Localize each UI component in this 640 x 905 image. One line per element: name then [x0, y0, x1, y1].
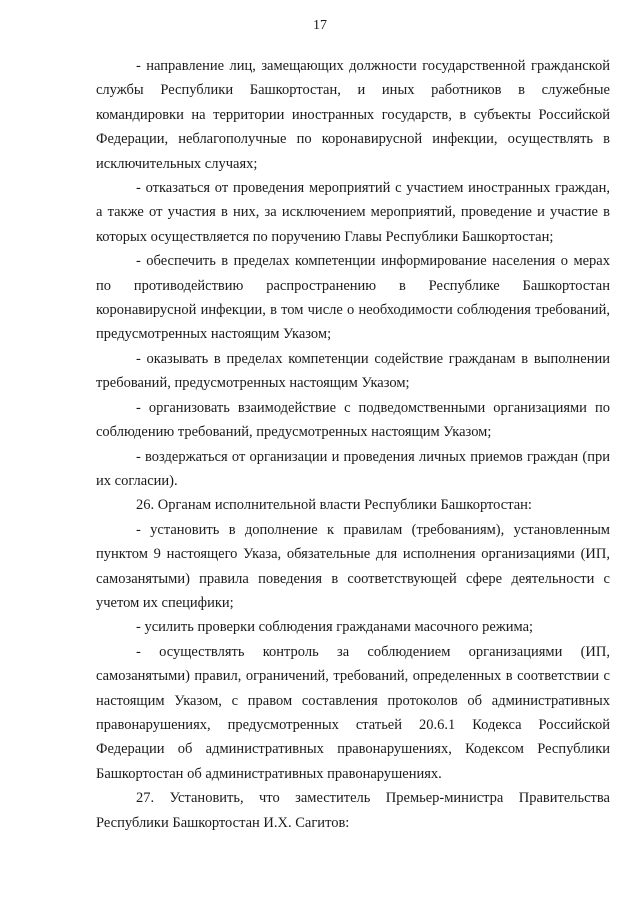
paragraph-inform-population: - обеспечить в пределах компетенции информирование населения о мерах по противодействию распространению в Республике Башкортостан коронавирусной инфекции, в том числе о необходимости соблюдения требований, предусмотренных настоящим Указом; [96, 253, 610, 343]
paragraph-personal-receptions: - воздержаться от организации и проведения личных приемов граждан (при их согласии). [96, 448, 610, 489]
paragraph-business-trips: - направление лиц, замещающих должности государственной гражданской службы Республики Башкортостан, и иных работников в служебные командировки на территории иностранных государств, в субъекты Российской Федерации, неблагополучные по коронавирусной инфекции, осуществлять в исключительных случаях; [96, 58, 610, 172]
paragraph-compliance-control: - осуществлять контроль за соблюдением организациями (ИП, самозанятыми) правил, ограничений, требований, определенных в соответствии с настоящим Указом, с правом составления протоколов об административных правонарушениях, предусмотренных статьей 20.6.1 Кодекса Российской Федерации об административных правонарушениях, Кодексом Республики Башкортостан об административных правонарушениях. [96, 643, 610, 782]
page-number: 17 [313, 18, 327, 33]
paragraph-mask-checks: - усилить проверки соблюдения гражданами масочного режима; [136, 619, 534, 636]
paragraph-section-26-heading: 26. Органам исполнительной власти Республики Башкортостан: [136, 497, 532, 514]
paragraph-assist-citizens: - оказывать в пределах компетенции содействие гражданам в выполнении требований, предусмотренных настоящим Указом; [96, 350, 610, 392]
paragraph-organize-interaction: - организовать взаимодействие с подведомственными организациями по соблюдению требований, предусмотренных настоящим Указом; [96, 399, 610, 441]
paragraph-section-27-heading: 27. Установить, что заместитель Премьер-министра Правительства Республики Башкортостан И.Х. Сагитов: [96, 790, 610, 831]
paragraph-behavior-rules: - установить в дополнение к правилам (требованиям), установленным пунктом 9 настоящего Указа, обязательные для исполнения организациями (ИП, самозанятыми) правила поведения в соответствующей сфере деятельности с учетом их специфики; [96, 521, 610, 611]
document-body [96, 54, 610, 835]
paragraph-foreign-events: - отказаться от проведения мероприятий с участием иностранных граждан, а также от участия в них, за исключением мероприятий, проведение и участие в которых осуществляется по поручению Главы Республики Башкортостан; [96, 180, 610, 245]
